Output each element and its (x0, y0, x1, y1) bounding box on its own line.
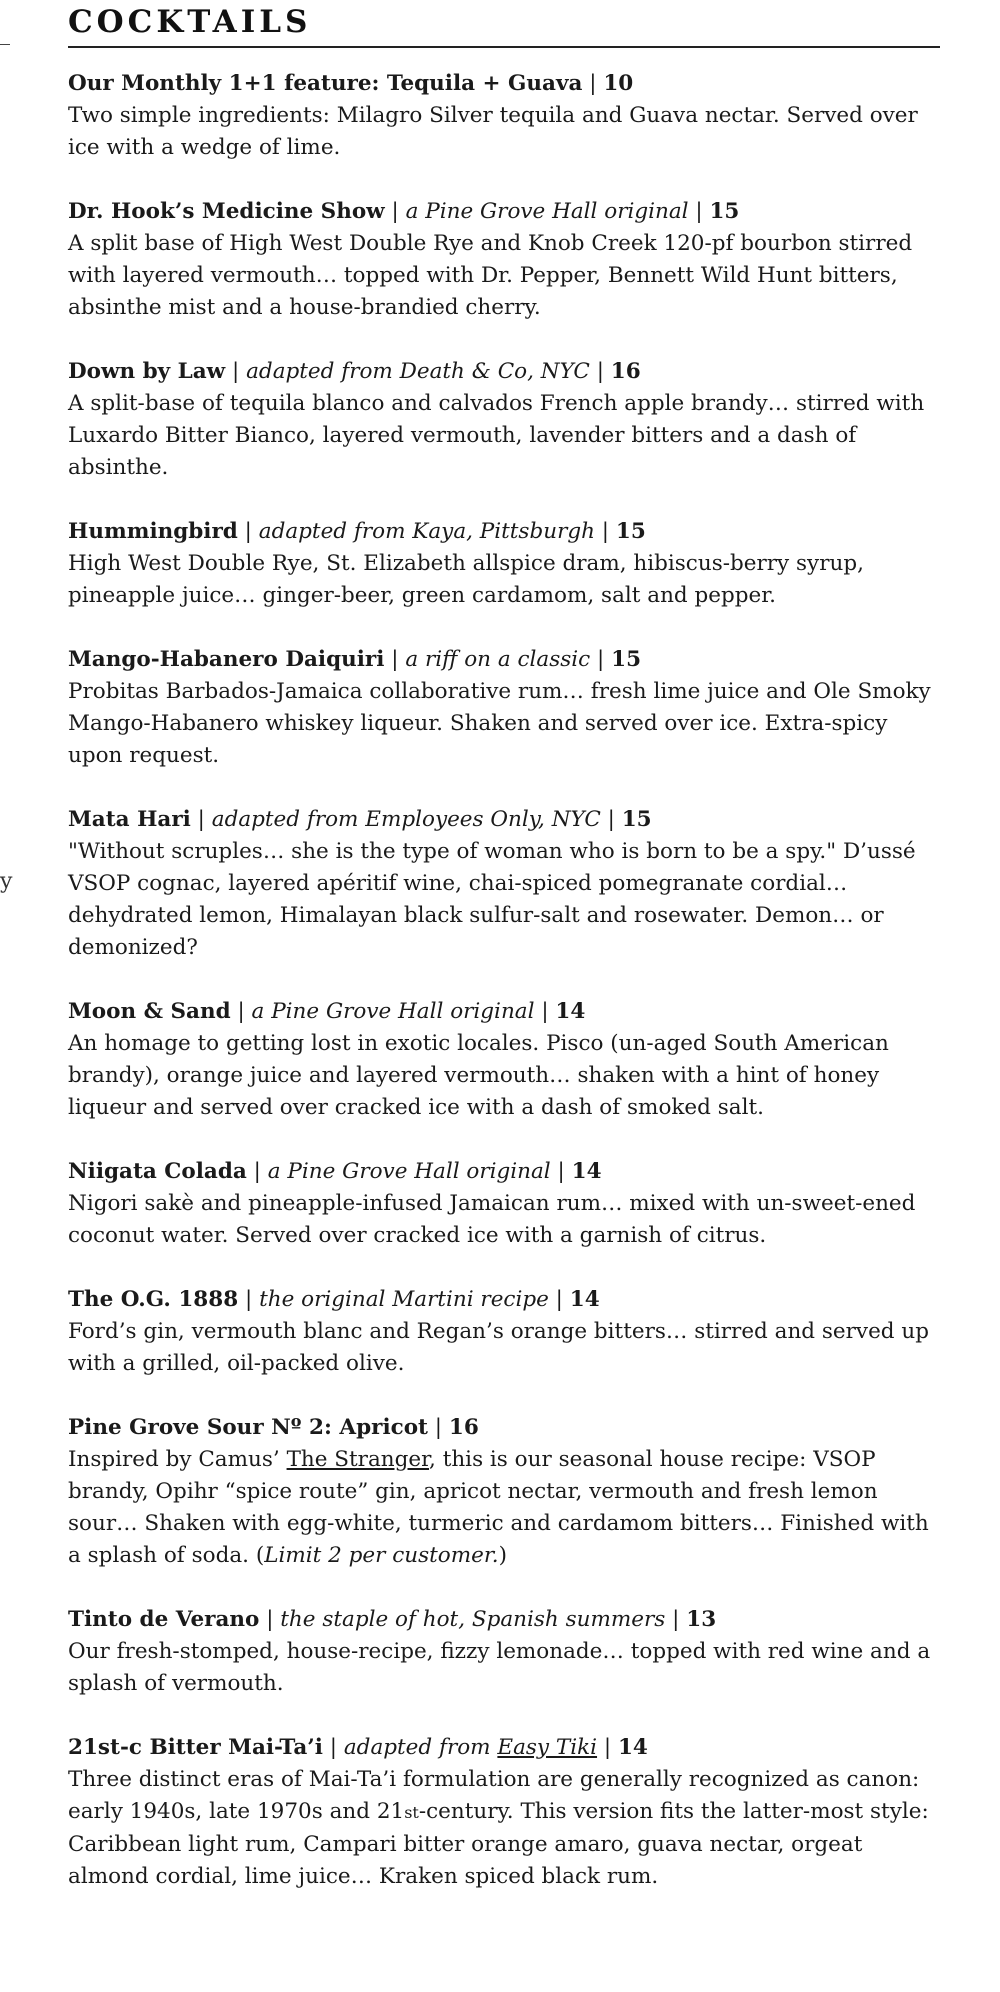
item-origin: a Pine Grove Hall original (251, 999, 535, 1024)
item-heading (68, 196, 940, 228)
item-heading (68, 1284, 940, 1316)
item-description: "Without scruples… she is the type of woman who is born to be a spy." D’ussé VSOP cognac, layered apéritif wine, chai-spiced pomegranate cordial… dehydrated lemon, Himalayan black sulfur-salt and rosewater. Demon… or demonized? (68, 839, 916, 960)
separator: | (225, 359, 247, 384)
item-description (68, 1764, 940, 1893)
item-description: Nigori sakè and pineapple-infused Jamaican rum… mixed with un-sweet-ened coconut water. Served over cracked ice with a garnish of citrus. (68, 1191, 916, 1248)
item-description: A split-base of tequila blanco and calvados French apple brandy… stirred with Luxardo Bitter Bianco, layered vermouth, lavender bitters and a dash of absinthe. (68, 391, 925, 480)
item-description: Two simple ingredients: Milagro Silver tequila and Guava nectar. Served over ice with a wedge of lime. (68, 103, 918, 160)
item-price: 15 (709, 199, 740, 224)
item-origin: adapted from Employees Only, NYC (211, 807, 601, 832)
separator: | (600, 807, 622, 832)
ordinal-suffix: st (404, 1803, 419, 1822)
cocktail-menu (68, 0, 940, 1925)
item-description: High West Double Rye, St. Elizabeth allspice dram, hibiscus-berry syrup, pineapple juice… ginger-beer, green cardamom, salt and pepper. (68, 551, 864, 608)
item-description: A split base of High West Double Rye and Knob Creek 120-pf bourbon stirred with layered vermouth… topped with Dr. Pepper, Bennett Wild Hunt bitters, absinthe mist and a house-brandied cherry. (68, 231, 913, 320)
item-heading (68, 1412, 940, 1444)
item-origin: a riff on a classic (405, 647, 591, 672)
item-origin: the original Martini recipe (259, 1287, 549, 1312)
book-title: Easy Tiki (497, 1735, 598, 1760)
item-heading (68, 356, 940, 388)
menu-item (68, 516, 940, 612)
item-price: 10 (603, 71, 634, 96)
separator: | (548, 1287, 570, 1312)
item-name: Tinto de Verano (68, 1607, 260, 1632)
item-heading (68, 1156, 940, 1188)
item-name: Moon & Sand (68, 999, 231, 1024)
item-name: Mango-Habanero Daiquiri (68, 647, 385, 672)
item-origin: a Pine Grove Hall original (405, 199, 689, 224)
item-origin: the staple of hot, Spanish summers (280, 1607, 666, 1632)
item-heading (68, 1732, 940, 1764)
item-name: Hummingbird (68, 519, 238, 544)
edge-dash-mark (0, 44, 10, 45)
section-title: COCKTAILS (68, 4, 312, 40)
title-rule (68, 46, 940, 48)
description-text: , this is our seasonal house recipe: VSOP brandy, Opihr “spice route” gin, apricot nectar, vermouth and fresh lemon sour… Shaken with egg-white, turmeric and cardamom bitters… Finished with a splash of soda. ( (68, 1447, 929, 1568)
separator: | (597, 1735, 618, 1760)
edge-cropped-letter: y (0, 869, 13, 894)
item-price: 13 (686, 1607, 717, 1632)
menu-item (68, 1156, 940, 1252)
item-price: 14 (617, 1735, 648, 1760)
item-origin: adapted from Death & Co, NYC (246, 359, 590, 384)
menu-item (68, 804, 940, 964)
item-name: Niigata Colada (68, 1159, 247, 1184)
item-description: Our fresh-stomped, house-recipe, fizzy lemonade… topped with red wine and a splash of vermouth. (68, 1639, 931, 1696)
item-description: Ford’s gin, vermouth blanc and Regan’s orange bitters… stirred and served up with a grilled, oil-packed olive. (68, 1319, 930, 1376)
separator: | (259, 1607, 281, 1632)
item-price: 15 (611, 647, 642, 672)
item-name: Our Monthly 1+1 feature: Tequila + Guava (68, 71, 583, 96)
item-name: 21st-c Bitter Mai-Ta’i (68, 1735, 323, 1760)
separator: | (427, 1415, 449, 1440)
menu-item (68, 196, 940, 324)
limit-note: Limit 2 per customer. (264, 1543, 499, 1568)
menu-item (68, 1284, 940, 1380)
description-text: Three distinct eras of Mai-Ta’i formulation are generally recognized as canon: early 1940s, late 1970s and 21 (68, 1767, 920, 1824)
book-title: The Stranger (286, 1447, 430, 1472)
item-origin (344, 1735, 597, 1760)
separator: | (384, 647, 406, 672)
item-price: 14 (569, 1287, 600, 1312)
item-heading (68, 516, 940, 548)
item-name: Down by Law (68, 359, 226, 384)
separator: | (550, 1159, 572, 1184)
separator: | (322, 1735, 344, 1760)
description-text: Inspired by Camus’ (68, 1447, 287, 1472)
item-heading (68, 996, 940, 1028)
menu-item (68, 996, 940, 1124)
separator: | (238, 1287, 260, 1312)
separator: | (590, 647, 612, 672)
menu-item (68, 356, 940, 484)
separator: | (582, 71, 604, 96)
separator: | (384, 199, 406, 224)
menu-item-tinto-de-verano (68, 1604, 940, 1700)
menu-items (68, 68, 940, 1380)
item-heading (68, 1604, 940, 1636)
item-name: Mata Hari (68, 807, 191, 832)
origin-text: adapted from (343, 1735, 498, 1760)
item-name: Pine Grove Sour Nº 2: Apricot (68, 1415, 428, 1440)
item-name: The O.G. 1888 (68, 1287, 239, 1312)
separator: | (230, 999, 252, 1024)
separator: | (237, 519, 259, 544)
menu-item (68, 68, 940, 164)
description-text: -century. This version fits the latter-most style: Caribbean light rum, Campari bitter orange amaro, guava nectar, orgeat almond cordial, lime juice… Kraken spiced black rum. (68, 1799, 929, 1889)
separator: | (594, 519, 616, 544)
separator: | (190, 807, 212, 832)
item-origin: adapted from Kaya, Pittsburgh (258, 519, 595, 544)
item-heading (68, 804, 940, 836)
item-origin: a Pine Grove Hall original (267, 1159, 551, 1184)
item-description: Probitas Barbados-Jamaica collaborative rum… fresh lime juice and Ole Smoky Mango-Habanero whiskey liqueur. Shaken and served over ice. Extra-spicy upon request. (68, 679, 931, 768)
item-price: 16 (610, 359, 641, 384)
separator: | (688, 199, 710, 224)
item-price: 15 (615, 519, 646, 544)
separator: | (589, 359, 611, 384)
menu-item-bitter-mai-tai (68, 1732, 940, 1893)
item-price: 14 (571, 1159, 602, 1184)
item-name: Dr. Hook’s Medicine Show (68, 199, 385, 224)
description-text: ) (498, 1543, 507, 1568)
item-heading (68, 68, 940, 100)
separator: | (246, 1159, 268, 1184)
item-price: 16 (448, 1415, 479, 1440)
item-heading (68, 644, 940, 676)
item-price: 14 (555, 999, 586, 1024)
menu-item-pine-grove-sour (68, 1412, 940, 1572)
item-description: An homage to getting lost in exotic locales. Pisco (un-aged South American brandy), orange juice and layered vermouth… shaken with a hint of honey liqueur and served over cracked ice with a dash of smoked salt. (68, 1031, 889, 1120)
separator: | (534, 999, 556, 1024)
item-price: 15 (621, 807, 652, 832)
menu-item (68, 644, 940, 772)
item-description (68, 1444, 940, 1572)
separator: | (665, 1607, 687, 1632)
